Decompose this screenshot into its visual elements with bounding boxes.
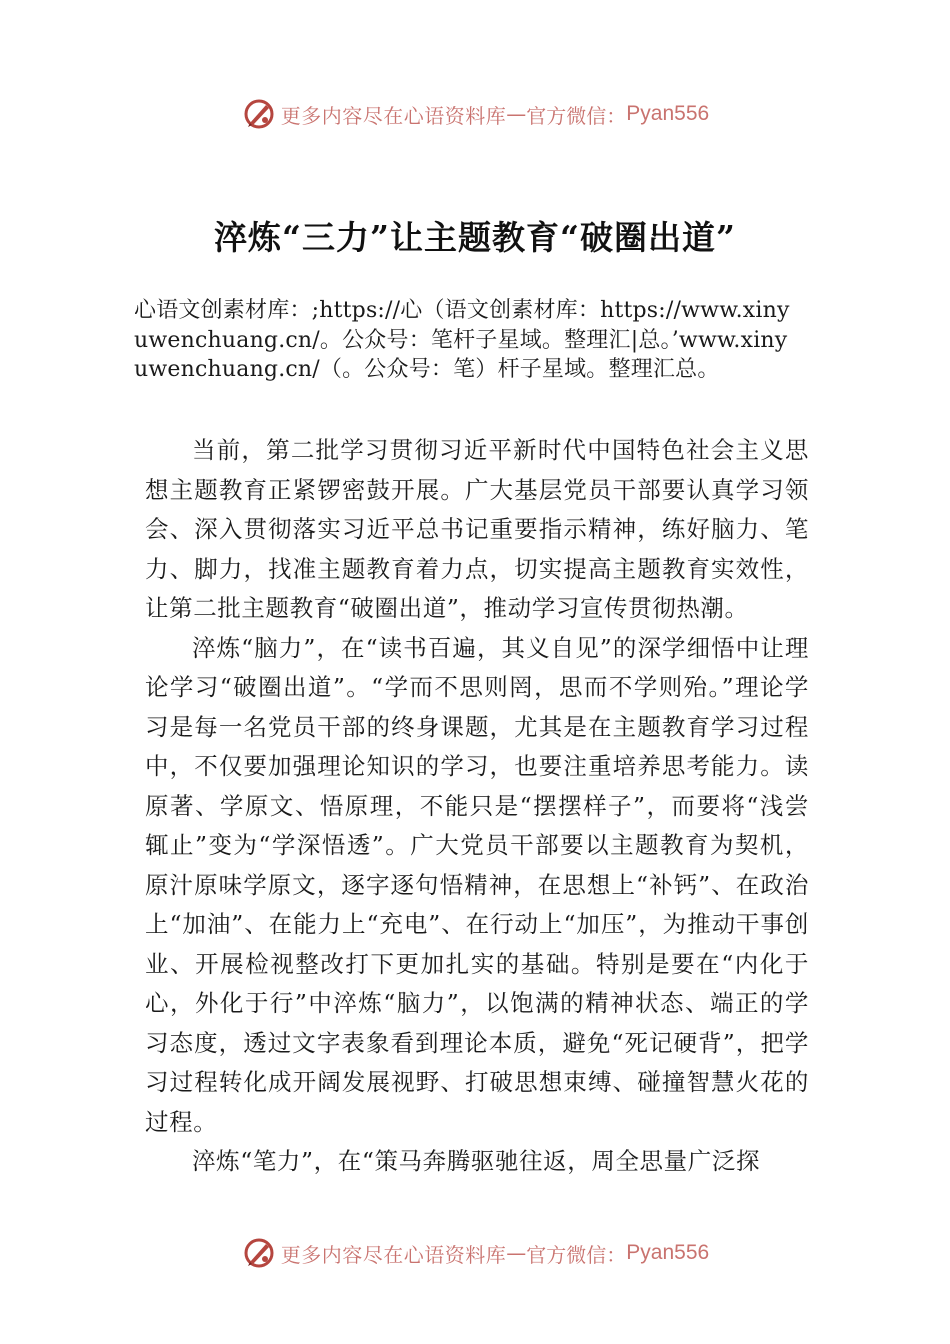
footer-banner — [0, 1233, 950, 1273]
banner-separator: — — [506, 1241, 527, 1265]
paragraph: 淬炼“笔力”，在“策马奔腾驱驰往返，周全思量广泛探 — [192, 1147, 761, 1175]
banner-text: 更多内容尽在心语资料库 — [280, 1242, 507, 1267]
document-title: 淬炼“三力”让主题教育“破圈出道” — [214, 218, 736, 257]
pen-logo-icon — [241, 1235, 277, 1271]
source-note: 心语文创素材库：;https://心（语文创素材库：https://www.xinyuwenchuang.cn/。公众号：笔杆子星域。整理汇|总。’www.xinyuwenchuang.cn/（。公众号：笔）杆子星域。整理汇总。 — [134, 298, 790, 382]
paragraph: 当前，第二批学习贯彻习近平新时代中国特色社会主义思想主题教育正紧锣密鼓开展。广大基层党员干部要认真学习领会、深入贯彻落实习近平总书记重要指示精神，练好脑力、笔力、脚力，找准主题教育着力点，切实提高主题教育实效性，让第二批主题教育“破圈出道”，推动学习宣传贯彻热潮。 — [145, 436, 809, 622]
document-body — [145, 431, 809, 1182]
header-banner — [0, 94, 950, 134]
banner-wechat-label: 官方微信： — [526, 1242, 627, 1267]
banner-text: 更多内容尽在心语资料库 — [280, 103, 507, 128]
paragraph: 淬炼“脑力”，在“读书百遍，其义自见”的深学细悟中让理论学习“破圈出道”。“学而不思则罔，思而不学则殆。”理论学习是每一名党员干部的终身课题，尤其是在主题教育学习过程中，不仅要加强理论知识的学习，也要注重培养思考能力。读原著、学原文、悟原理，不能只是“摆摆样子”，而要将“浅尝辄止”变为“学深悟透”。广大党员干部要以主题教育为契机，原汁原味学原文，逐字逐句悟精神，在思想上“补钙”、在政治上“加油”、在能力上“充电”、在行动上“加压”，为推动干事创业、开展检视整改打下更加扎实的基础。特别是要在“内化于心，外化于行”中淬炼“脑力”，以饱满的精神状态、端正的学习态度，透过文字表象看到理论本质，避免“死记硬背”，把学习过程转化成开阔发展视野、打破思想束缚、碰撞智慧火花的过程。 — [145, 633, 809, 1136]
banner-wechat-id: Pyan556 — [626, 1241, 710, 1264]
banner-separator: — — [506, 102, 527, 126]
pen-logo-icon — [241, 96, 277, 132]
banner-wechat-id: Pyan556 — [626, 102, 710, 125]
banner-wechat-label: 官方微信： — [526, 103, 627, 128]
